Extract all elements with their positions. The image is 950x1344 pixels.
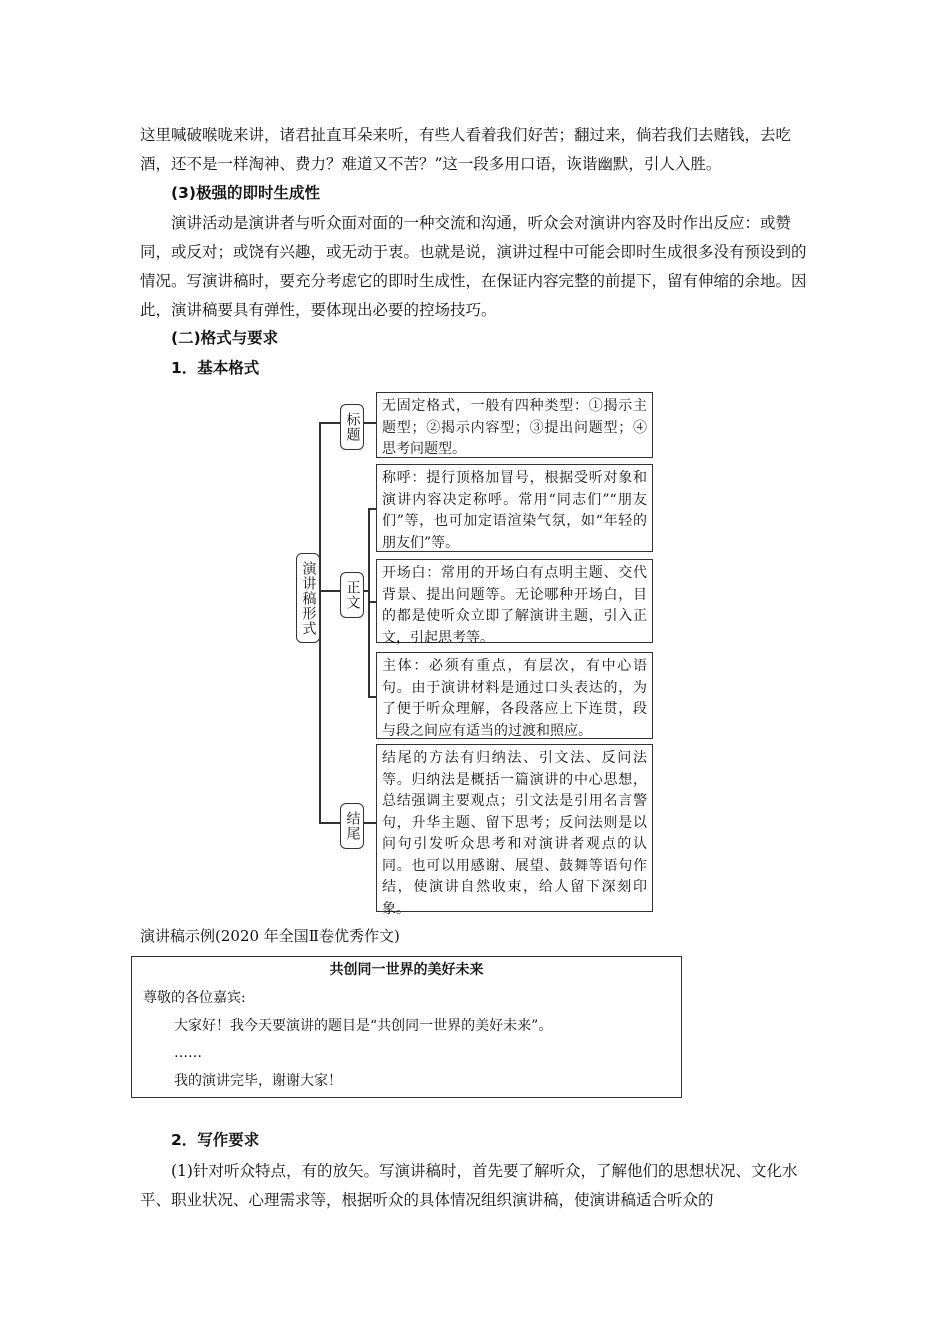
basic-format-heading: 1．基本格式 — [171, 359, 260, 377]
sample-closing: 我的演讲完毕，谢谢大家！ — [174, 1073, 342, 1089]
section3-heading: (3)极强的即时生成性 — [171, 184, 320, 202]
opening-description-box: 开场白：常用的开场白有点明主题、交代背景、提出问题等。无论哪种开场白，目的都是使听众立即了解演讲主题，引入正文，引起思考等。 — [376, 559, 653, 643]
section3-paragraph: 演讲活动是演讲者与听众面对面的一种交流和沟通，听众会对演讲内容及时作出反应：或赞同，或反对；或饶有兴趣，或无动于衷。也就是说，演讲过程中可能会即时生成很多没有预设到的情况。写演讲稿时，要充分考虑它的即时生成性，在保证内容完整的前提下，留有伸缩的余地。因此，演讲稿要具有弹性，要体现出必要的控场技巧。 — [140, 214, 807, 319]
intro-paragraph: 这里喊破喉咙来讲，诸君扯直耳朵来听，有些人看着我们好苦；翻过来，倘若我们去赌钱，去吃酒，还不是一样淘神、费力？难道又不苦？”这一段多用口语，诙谐幽默，引人入胜。 — [140, 126, 792, 173]
ending-description-box: 结尾的方法有归纳法、引文法、反问法等。归纳法是概括一篇演讲的中心思想，总结强调主要观点；引文法是引用名言警句，升华主题、留下思考；反问法则是以问句引发听众思考和对演讲者观点的认同。也可以用感谢、展望、鼓舞等语句作结，使演讲自然收束，给人留下深刻印象。 — [376, 744, 653, 912]
main-body-description-box: 主体：必须有重点，有层次，有中心语句。由于演讲材料是通过口头表达的，为了便于听众理解，各段落应上下连贯，段与段之间应有适当的过渡和照应。 — [376, 652, 653, 739]
branch-title-label: 标题 — [340, 404, 364, 450]
sample-greeting: 大家好！我今天要演讲的题目是“共创同一世界的美好未来”。 — [174, 1018, 553, 1034]
branch-end-label: 结尾 — [340, 803, 364, 849]
address-description-box: 称呼：提行顶格加冒号，根据受听对象和演讲内容决定称呼。常用“同志们”“朋友们”等，也可加定语渲染气氛，如“年轻的朋友们”等。 — [376, 464, 653, 552]
format-heading: (二)格式与要求 — [171, 329, 279, 347]
sample-speech-box — [131, 956, 682, 1098]
writing-paragraph: (1)针对听众特点，有的放矢。写演讲稿时，首先要了解听众，了解他们的思想状况、文化水平、职业状况、心理需求等，根据听众的具体情况组织演讲稿，使演讲稿适合听众的 — [140, 1162, 798, 1209]
branch-body-label: 正文 — [340, 572, 364, 618]
sample-caption: 演讲稿示例(2020 年全国Ⅱ卷优秀作文) — [140, 927, 400, 945]
sample-salutation: 尊敬的各位嘉宾: — [143, 990, 246, 1006]
sample-ellipsis: …… — [174, 1045, 202, 1061]
root-label: 演讲稿形式 — [296, 553, 320, 643]
sample-heading: 共创同一世界的美好未来 — [329, 962, 484, 978]
writing-heading: 2．写作要求 — [171, 1131, 260, 1149]
title-description-box: 无固定格式，一般有四种类型：①揭示主题型；②揭示内容型；③提出问题型；④思考问题型。 — [376, 392, 653, 458]
